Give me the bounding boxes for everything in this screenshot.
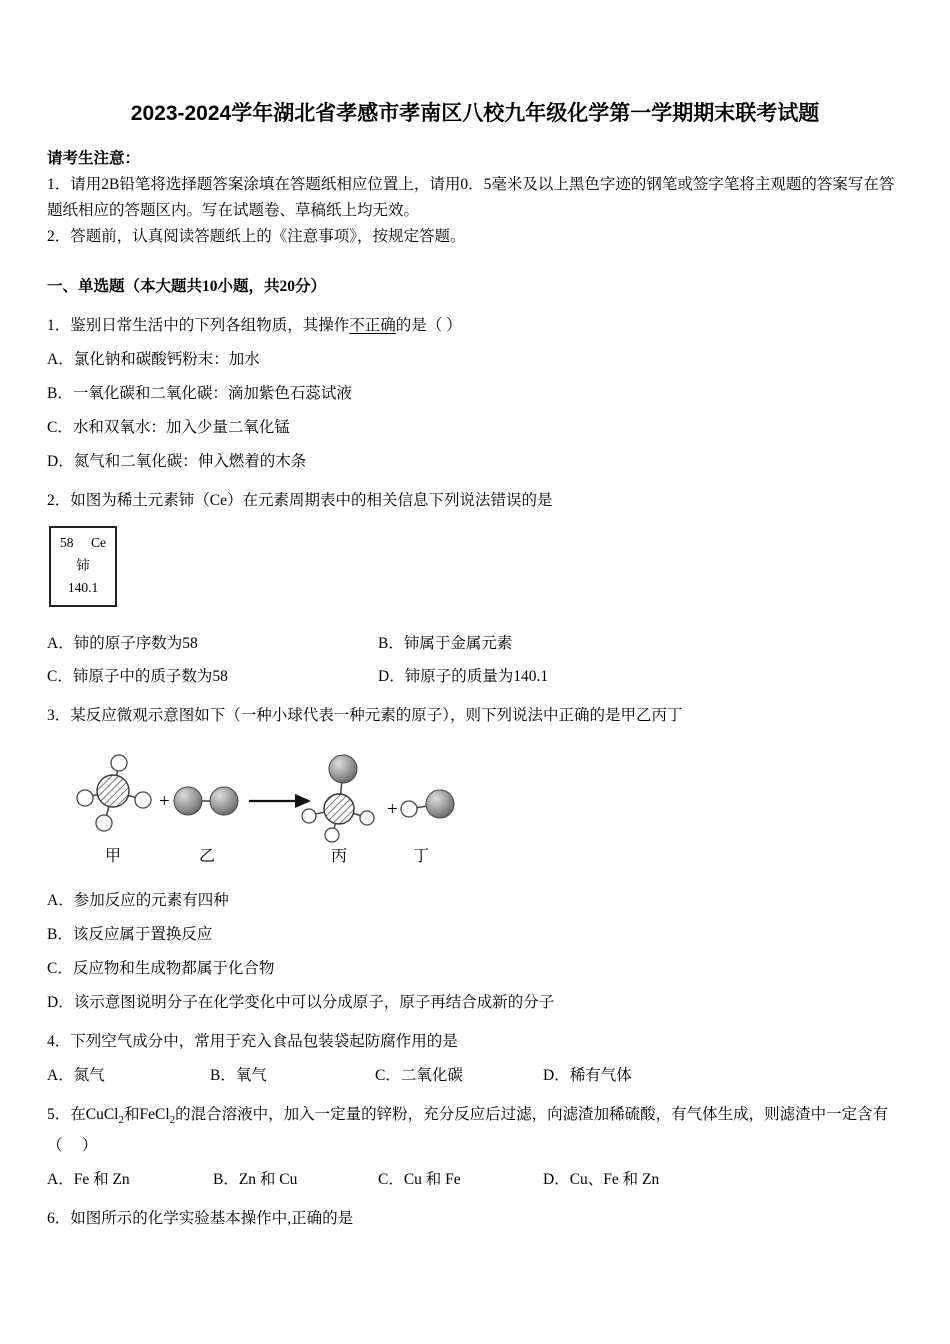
q5-stem-1: 5．在CuCl (47, 1106, 119, 1124)
q1-option-b: B．一氧化碳和二氧化碳：滴加紫色石蕊试液 (47, 385, 352, 403)
reaction-micro-diagram (47, 741, 477, 867)
question-2 (47, 488, 903, 690)
question-1 (47, 313, 903, 475)
question-4 (47, 1029, 903, 1089)
q5-stem-2: 和FeCl (123, 1106, 170, 1124)
section-heading: 一、单选题（本大题共10小题，共20分） (47, 278, 327, 296)
molecule-yi (174, 787, 238, 815)
question-4-stem: 4．下列空气成分中，常用于充入食品包装袋起防腐作用的是 (47, 1033, 458, 1051)
question-2-stem: 2．如图为稀土元素铈（Ce）在元素周期表中的相关信息下列说法错误的是 (47, 492, 553, 510)
molecule-bing (302, 755, 374, 842)
element-cell-top-row (51, 533, 115, 553)
q5-option-b: B．Zn 和 Cu (213, 1171, 298, 1189)
q1-option-c: C．水和双氧水：加入少量二氧化锰 (47, 419, 290, 437)
q4-options (47, 1063, 903, 1089)
label-bing: 丙 (331, 848, 348, 866)
element-atomic-number: 58 (60, 535, 74, 551)
question-6-stem: 6．如图所示的化学实验基本操作中,正确的是 (47, 1210, 354, 1228)
q3-option-d: D．该示意图说明分子在化学变化中可以分成原子，原子再结合成新的分子 (47, 994, 555, 1012)
plus-sign-2: + (387, 799, 398, 821)
q3-option-c: C．反应物和生成物都属于化合物 (47, 960, 275, 978)
molecule-jia (77, 755, 151, 831)
q4-option-b: B．氧气 (210, 1067, 267, 1085)
q2-options (47, 631, 903, 690)
q1-stem-pre: 1．鉴别日常生活中的下列各组物质，其操作 (47, 317, 350, 335)
q3-option-a: A．参加反应的元素有四种 (47, 892, 229, 910)
q1-option-a: A．氯化钠和碳酸钙粉末：加水 (47, 351, 260, 369)
q4-option-a: A．氮气 (47, 1067, 105, 1085)
molecule-ding (401, 790, 454, 818)
periodic-table-cell (49, 526, 117, 607)
q2-option-a: A．铈的原子序数为58 (47, 635, 198, 653)
q3-option-b: B．该反应属于置换反应 (47, 926, 213, 944)
label-ding: 丁 (413, 848, 430, 866)
label-yi: 乙 (199, 848, 216, 866)
element-atomic-mass: 140.1 (67, 579, 99, 595)
q5-option-a: A．Fe 和 Zn (47, 1171, 130, 1189)
q5-option-d: D．Cu、Fe 和 Zn (543, 1171, 660, 1189)
exam-title: 2023-2024学年湖北省孝感市孝南区八校九年级化学第一学期期末联考试题 (130, 102, 820, 125)
question-3 (47, 703, 903, 1016)
q2-option-c: C．铈原子中的质子数为58 (47, 668, 228, 686)
question-5 (47, 1102, 903, 1193)
notice-item-2: 2．答题前，认真阅读答题纸上的《注意事项》，按规定答题。 (47, 228, 466, 246)
element-symbol: Ce (91, 535, 106, 551)
question-3-stem: 3．某反应微观示意图如下（一种小球代表一种元素的原子），则下列说法中正确的是甲乙丙丁 (47, 707, 683, 725)
question-6 (47, 1206, 903, 1232)
plus-sign-1: + (159, 791, 170, 813)
notice-heading: 请考生注意： (47, 150, 141, 168)
q5-options (47, 1167, 903, 1193)
reaction-arrow (249, 794, 311, 808)
question-5-stem (47, 1102, 903, 1159)
q4-option-c: C．二氧化碳 (375, 1067, 463, 1085)
notice-item-1: 1．请用2B铅笔将选择题答案涂填在答题纸相应位置上，请用0．5毫米及以上黑色字迹的钢笔或签字笔将主观题的答案写在答题纸相应的答题区内。写在试题卷、草稿纸上均无效。 (47, 176, 895, 220)
notice-section (47, 146, 903, 250)
question-1-stem (47, 313, 903, 339)
q2-option-b: B．铈属于金属元素 (378, 635, 513, 653)
q1-stem-underlined: 不正确 (349, 317, 396, 335)
reaction-diagram-wrap (47, 741, 903, 872)
element-name: 铈 (76, 557, 90, 573)
q5-sub-2: 2 (169, 1114, 176, 1127)
q4-option-d: D．稀有气体 (543, 1067, 632, 1085)
q5-option-c: C．Cu 和 Fe (378, 1171, 461, 1189)
q2-option-d: D．铈原子的质量为140.1 (378, 668, 549, 686)
q1-option-d: D．氮气和二氧化碳：伸入燃着的木条 (47, 453, 307, 471)
q5-stem-3: 的混合溶液中，加入一定量的锌粉，充分反应后过滤，向滤渣加稀硫酸，有气体生成，则滤渣中一定含有（ ） (47, 1106, 889, 1155)
q1-stem-post: 的是（ ） (395, 317, 462, 335)
label-jia: 甲 (105, 848, 122, 866)
q5-sub-1: 2 (118, 1114, 124, 1127)
